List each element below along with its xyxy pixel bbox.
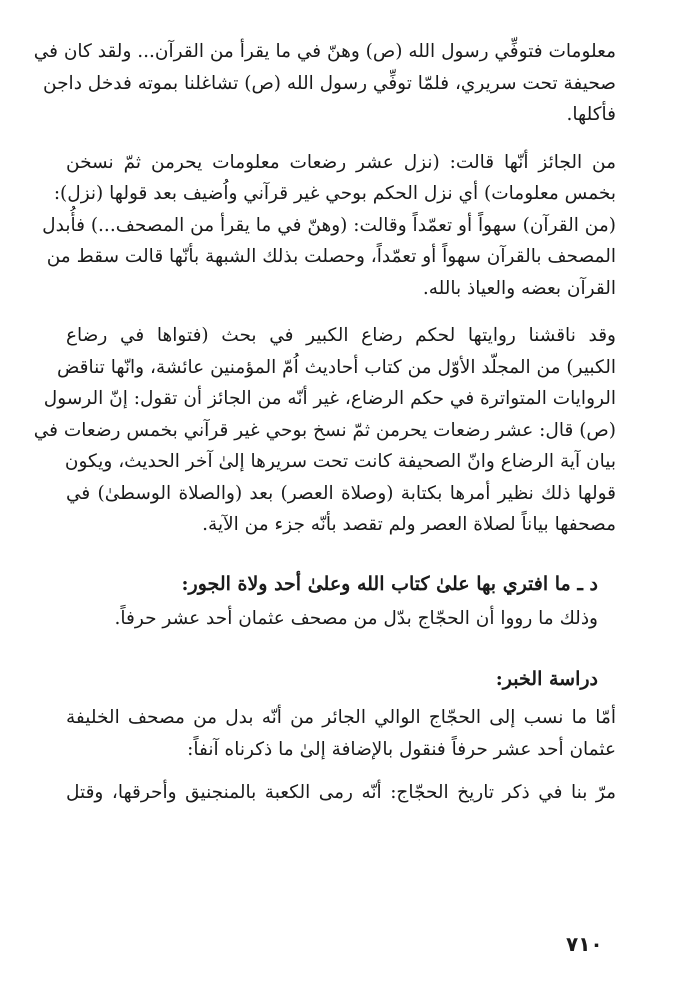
- section-heading-study: دراسة الخبر:: [495, 668, 598, 690]
- text-line: مرّ بنا في ذكر تاريخ الحجّاج: أنّه رمى الكعبة بالمنجنيق وأحرقها، وقتل: [66, 782, 616, 803]
- paragraph-3: [33, 320, 616, 541]
- page-number: ٧١٠: [566, 932, 603, 956]
- text-line: قولها ذلك نظير أمرها بكتابة (وصلاة العصر) بعد (والصلاة الوسطىٰ) في: [66, 482, 616, 504]
- paragraph-1: [33, 36, 616, 131]
- text-line: فأكلها.: [566, 104, 616, 125]
- text-line: بيان آية الرضاع وانّ الصحيفة كانت تحت سريرها إلىٰ آخر الحديث، ويكون: [64, 451, 616, 472]
- paragraph-4: [66, 603, 616, 635]
- text-line: الروايات المتواترة في حكم الرضاع، غير أنّه من الجائز أن تقول: إنّ الرسول: [43, 388, 616, 409]
- text-line: عثمان أحد عشر حرفاً فنقول بالإضافة إلىٰ ما ذكرناه آنفاً:: [187, 738, 616, 760]
- text-line: وقد ناقشنا روايتها لحكم رضاع الكبير في بحث (فتواها في رضاع: [66, 325, 616, 346]
- text-line: القرآن بعضه والعياذ بالله.: [422, 277, 616, 299]
- text-line: صحيفة تحت سريري، فلمّا توفِّي رسول الله (ص) تشاغلنا بموته فدخل داجن: [43, 72, 616, 94]
- text-line: مصحفها بياناً لصلاة العصر ولم تقصد بأنّه جزء من الآية.: [202, 514, 616, 535]
- text-line: بخمس معلومات) أي نزل الحكم بوحي غير قرآني واُضيف بعد قولها (نزل):: [53, 183, 616, 204]
- text-line: الكبير) من المجلّد الأوّل من كتاب أحاديث اُمّ المؤمنين عائشة، وانّها تناقض: [56, 356, 616, 378]
- text-line: أمّا ما نسب إلى الحجّاج الوالي الجائر من أنّه بدل من مصحف الخليفة: [66, 707, 616, 728]
- paragraph-6: [66, 777, 616, 809]
- paragraph-2: [42, 147, 616, 305]
- page-body: [33, 36, 616, 809]
- text-line: (ص) قال: عشر رضعات يحرمن ثمّ نسخ بوحي غير قرآني بخمس رضعات في: [33, 419, 616, 441]
- text-line: من الجائز أنّها قالت: (نزل عشر رضعات معلومات يحرمن ثمّ نسخن: [66, 151, 616, 173]
- text-line: (من القرآن) سهواً أو تعمّداً وقالت: (وهنّ في ما يقرأ من المصحف...) فأُبدل: [42, 214, 616, 236]
- text-line: وذلك ما رووا أن الحجّاج بدّل من مصحف عثمان أحد عشر حرفاً.: [114, 607, 598, 629]
- section-heading-d: د ـ ما افتري بها علىٰ كتاب الله وعلىٰ أحد ولاة الجور:: [181, 572, 598, 595]
- text-line: معلومات فتوفِّي رسول الله (ص) وهنّ في ما يقرأ من القرآن... ولقد كان في: [33, 41, 616, 62]
- text-line: المصحف بالقرآن سهواً أو تعمّداً، وحصلت بذلك الشبهة بأنّها قالت سقط من: [46, 246, 616, 267]
- paragraph-5: [66, 702, 616, 765]
